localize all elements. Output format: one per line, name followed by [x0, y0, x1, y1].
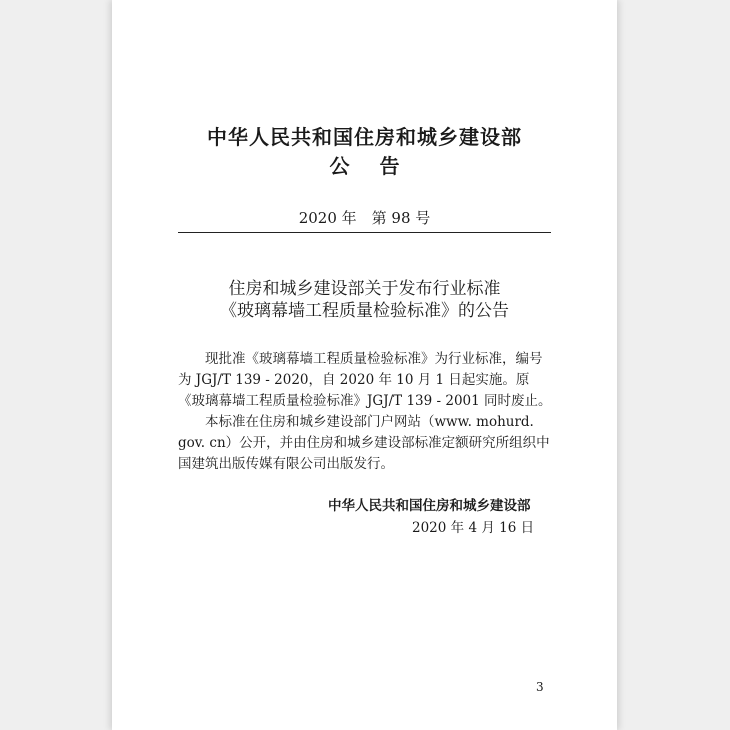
header-divider [178, 232, 551, 233]
issuer-title: 中华人民共和国住房和城乡建设部 [207, 125, 522, 149]
signature-date: 2020 年 4 月 16 日 [412, 520, 535, 536]
document-number: 2020 年 第 98 号 [298, 209, 431, 227]
subject-line-2: 《玻璃幕墙工程质量检验标准》的公告 [220, 301, 509, 321]
subject-title [112, 278, 617, 322]
body-paragraph-2: 本标准在住房和城乡建设部门户网站（www. mohurd. gov. cn）公开，并由住房和城乡建设部标准定额研究所组织中国建筑出版传媒有限公司出版发行。 [178, 414, 550, 472]
document-page [112, 0, 617, 730]
page-number: 3 [536, 680, 544, 694]
body-paragraph-1: 现批准《玻璃幕墙工程质量检验标准》为行业标准，编号为 JGJ/T 139 - 2020，自 2020 年 10 月 1 日起实施。原《玻璃幕墙工程质量检验标准》JGJ/T 139 - 2001 同时废止。 [178, 351, 552, 409]
signature-organization: 中华人民共和国住房和城乡建设部 [328, 498, 531, 514]
subject-line-1: 住房和城乡建设部关于发布行业标准 [228, 279, 501, 299]
announcement-body [178, 349, 553, 475]
document-type: 公告 [329, 154, 430, 178]
